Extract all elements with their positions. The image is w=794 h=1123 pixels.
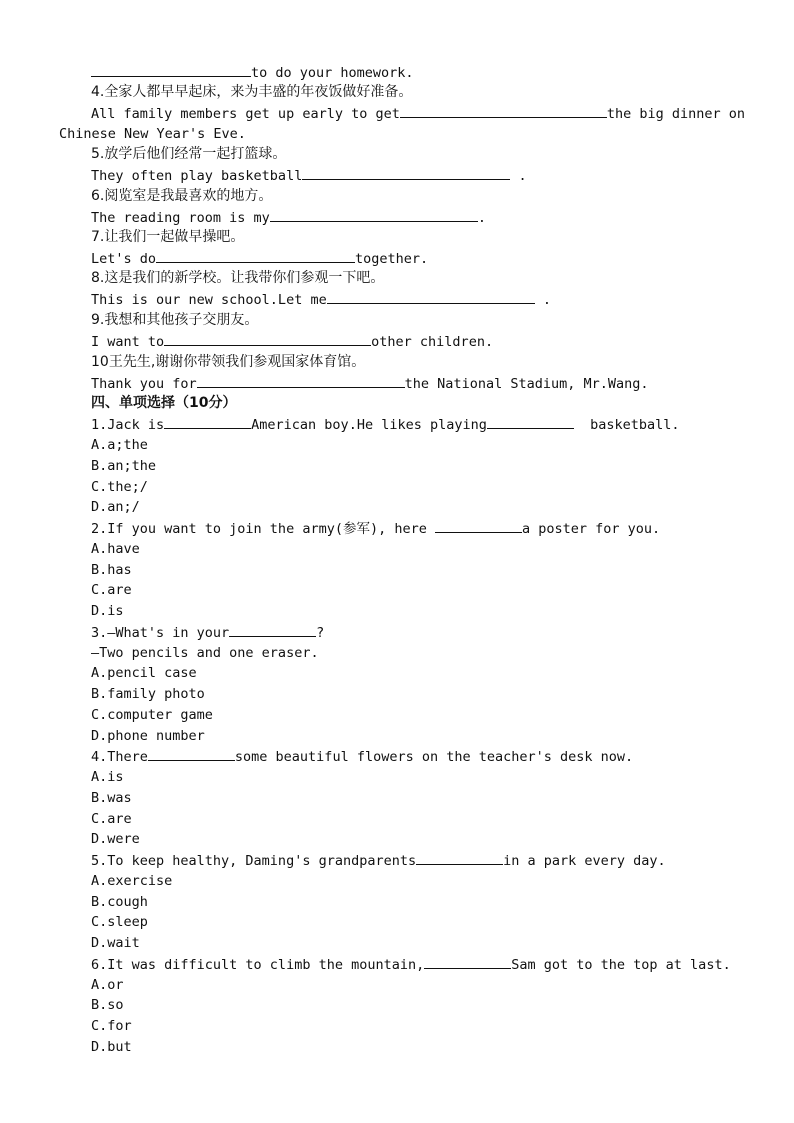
translation-q6-english — [91, 207, 486, 227]
question-1-option-b[interactable]: B.an;the — [91, 458, 157, 474]
question-5-option-b[interactable]: B.cough — [91, 894, 148, 910]
translation-q9-before: I want to — [91, 334, 165, 350]
question-6-option-c[interactable]: C.for — [91, 1018, 132, 1034]
question-3-stem-line2: —Two pencils and one eraser. — [91, 645, 319, 661]
answer-blank[interactable] — [197, 373, 405, 388]
question-2-text: 2.If you want to join the army(参军), here — [91, 521, 435, 537]
question-2-option-a[interactable]: A.have — [91, 541, 140, 557]
question-5-option-d[interactable]: D.wait — [91, 935, 140, 951]
translation-q9-after: other children. — [371, 334, 494, 350]
question-3-option-a[interactable]: A.pencil case — [91, 665, 197, 681]
translation-q5-english — [91, 165, 527, 185]
question-3-option-c[interactable]: C.computer game — [91, 707, 213, 723]
answer-blank[interactable] — [270, 207, 478, 222]
translation-q4-english — [91, 103, 745, 123]
question-3-stem — [91, 622, 324, 642]
translation-q3-suffix: to do your homework. — [251, 65, 414, 81]
answer-blank[interactable] — [156, 248, 355, 263]
translation-q7-chinese: 7.让我们一起做早操吧。 — [91, 229, 245, 245]
translation-q5-chinese: 5.放学后他们经常一起打篮球。 — [91, 146, 287, 162]
translation-q8-after: . — [534, 292, 551, 308]
answer-blank[interactable] — [327, 289, 535, 304]
question-4-option-d[interactable]: D.were — [91, 831, 140, 847]
translation-q5-after: . — [510, 168, 527, 184]
answer-blank[interactable] — [416, 850, 503, 865]
question-1-text-mid: American boy.He likes playing — [251, 417, 487, 433]
question-4-option-b[interactable]: B.was — [91, 790, 132, 806]
translation-q10-after: the National Stadium, Mr.Wang. — [404, 376, 649, 392]
answer-blank[interactable] — [424, 954, 511, 969]
question-6-text-end: Sam got to the top at last. — [511, 957, 731, 973]
question-5-option-a[interactable]: A.exercise — [91, 873, 173, 889]
translation-q3-answer-line — [91, 62, 414, 82]
question-5-stem — [91, 850, 666, 870]
answer-blank[interactable] — [400, 103, 607, 118]
answer-blank[interactable] — [487, 414, 574, 429]
question-3-text-end: ? — [316, 625, 325, 641]
translation-q7-after: together. — [355, 251, 429, 267]
question-4-option-c[interactable]: C.are — [91, 811, 132, 827]
question-1-stem — [91, 414, 680, 434]
translation-q10-before: Thank you for — [91, 376, 197, 392]
translation-q6-before: The reading room is my — [91, 210, 270, 226]
question-4-text: 4.There — [91, 749, 148, 765]
question-3-option-b[interactable]: B.family photo — [91, 686, 205, 702]
translation-q8-english — [91, 289, 551, 309]
question-1-text-end: basketball. — [573, 417, 680, 433]
answer-blank[interactable] — [302, 165, 510, 180]
translation-q5-before: They often play basketball — [91, 168, 303, 184]
question-3-text: 3.—What's in your — [91, 625, 230, 641]
answer-blank[interactable] — [435, 518, 522, 533]
question-2-stem — [91, 518, 660, 538]
translation-q9-chinese: 9.我想和其他孩子交朋友。 — [91, 312, 259, 328]
question-5-text: 5.To keep healthy, Daming's grandparents — [91, 853, 417, 869]
question-6-option-b[interactable]: B.so — [91, 997, 124, 1013]
translation-q6-chinese: 6.阅览室是我最喜欢的地方。 — [91, 188, 273, 204]
translation-q4-before: All family members get up early to get — [91, 106, 400, 122]
question-4-option-a[interactable]: A.is — [91, 769, 124, 785]
translation-q4-after: the big dinner on — [606, 106, 746, 122]
question-2-option-b[interactable]: B.has — [91, 562, 132, 578]
question-5-text-end: in a park every day. — [503, 853, 666, 869]
answer-blank[interactable] — [148, 746, 235, 761]
question-6-stem — [91, 954, 731, 974]
question-1-option-a[interactable]: A.a;the — [91, 437, 148, 453]
answer-blank[interactable] — [164, 331, 371, 346]
answer-blank[interactable] — [229, 622, 316, 637]
translation-q4-english-cont: Chinese New Year's Eve. — [59, 126, 246, 142]
translation-q7-english — [91, 248, 428, 268]
answer-blank[interactable] — [164, 414, 251, 429]
question-6-option-d[interactable]: D.but — [91, 1039, 132, 1055]
question-2-option-c[interactable]: C.are — [91, 582, 132, 598]
translation-q8-chinese: 8.这是我们的新学校。让我带你们参观一下吧。 — [91, 270, 385, 286]
translation-q7-before: Let's do — [91, 251, 157, 267]
question-4-text-end: some beautiful flowers on the teacher's desk now. — [234, 749, 634, 765]
question-6-text: 6.It was difficult to climb the mountain, — [91, 957, 425, 973]
question-1-option-d[interactable]: D.an;/ — [91, 499, 140, 515]
translation-q10-english — [91, 373, 649, 393]
question-1-text: 1.Jack is — [91, 417, 165, 433]
question-2-option-d[interactable]: D.is — [91, 603, 124, 619]
question-3-option-d[interactable]: D.phone number — [91, 728, 205, 744]
translation-q4-chinese: 4.全家人都早早起床，来为丰盛的年夜饭做好准备。 — [91, 84, 413, 100]
question-6-option-a[interactable]: A.or — [91, 977, 124, 993]
translation-q8-before: This is our new school.Let me — [91, 292, 327, 308]
question-1-option-c[interactable]: C.the;/ — [91, 479, 148, 495]
translation-q10-chinese: 10王先生,谢谢你带领我们参观国家体育馆。 — [91, 354, 366, 370]
question-2-text-end: a poster for you. — [521, 521, 661, 537]
question-5-option-c[interactable]: C.sleep — [91, 914, 148, 930]
translation-q9-english — [91, 331, 493, 351]
section-heading: 四、单项选择（10分） — [91, 395, 237, 411]
answer-blank[interactable] — [91, 62, 251, 77]
question-4-stem — [91, 746, 633, 766]
translation-q6-after: . — [477, 210, 486, 226]
